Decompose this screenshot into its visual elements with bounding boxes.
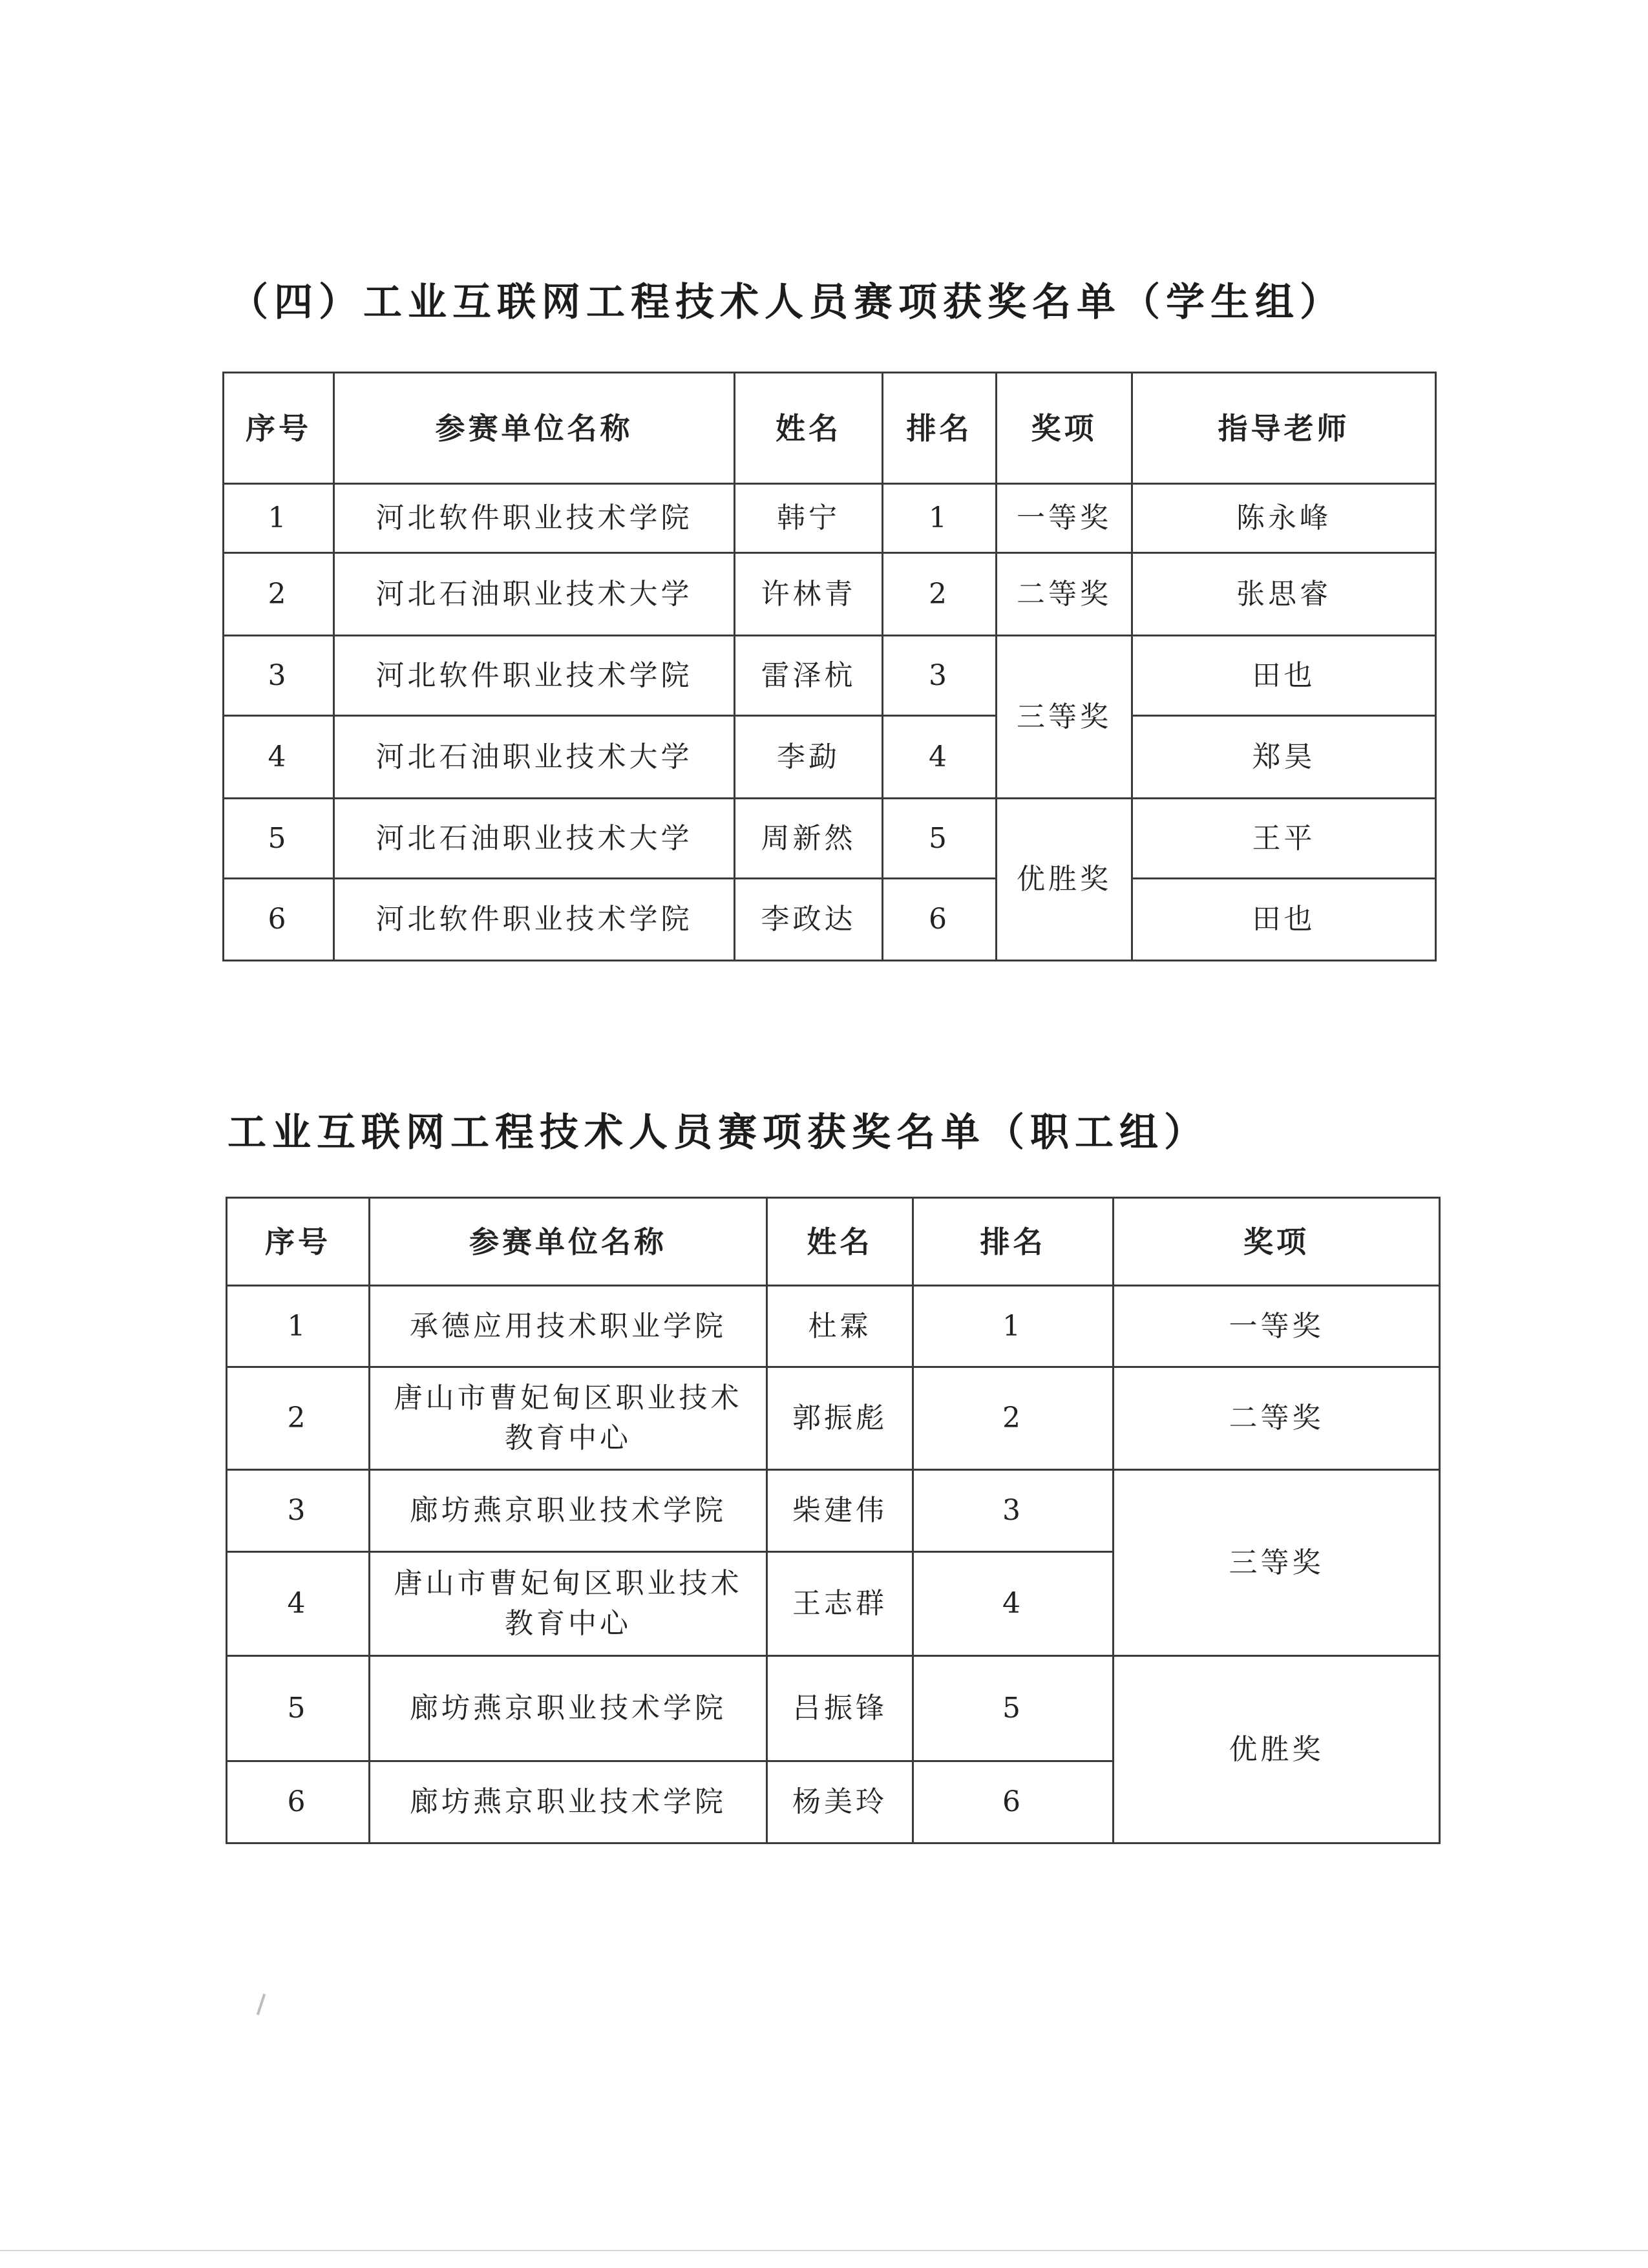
cell-no: 4	[227, 1552, 370, 1656]
scan-edge-line	[0, 2250, 1648, 2251]
cell-unit-line: 承德应用技术职业学院	[410, 1309, 726, 1343]
header-no: 序号	[227, 1198, 370, 1286]
cell-teacher: 田也	[1132, 636, 1436, 716]
header-rank: 排名	[913, 1198, 1114, 1286]
cell-award: 二等奖	[1114, 1367, 1440, 1470]
table-header-row	[227, 1198, 1440, 1286]
table-row	[224, 716, 1436, 799]
cell-rank: 1	[883, 484, 997, 553]
cell-no: 1	[224, 484, 334, 553]
cell-name: 韩宁	[735, 484, 883, 553]
cell-unit-line: 唐山市曹妃甸区职业技术	[394, 1381, 743, 1414]
cell-rank: 2	[913, 1367, 1114, 1470]
cell-unit-line: 教育中心	[505, 1422, 631, 1454]
cell-name: 李政达	[735, 879, 883, 961]
cell-name: 周新然	[735, 799, 883, 879]
cell-name: 雷泽杭	[735, 636, 883, 716]
table-row	[227, 1470, 1440, 1552]
cell-unit	[370, 1470, 767, 1552]
table-row	[227, 1286, 1440, 1367]
cell-award-merged: 优胜奖	[1114, 1656, 1440, 1843]
cell-teacher: 王平	[1132, 799, 1436, 879]
scan-artifact	[257, 1993, 266, 2015]
cell-teacher: 田也	[1132, 879, 1436, 961]
cell-no: 6	[224, 879, 334, 961]
table-row	[224, 879, 1436, 961]
table-row	[224, 636, 1436, 716]
cell-no: 1	[227, 1286, 370, 1367]
cell-name: 郭振彪	[767, 1367, 913, 1470]
cell-award-merged: 三等奖	[1114, 1470, 1440, 1656]
cell-no: 5	[227, 1656, 370, 1761]
cell-rank: 4	[913, 1552, 1114, 1656]
student-award-table	[222, 372, 1437, 961]
table-header-row	[224, 373, 1436, 484]
cell-teacher: 郑昊	[1132, 716, 1436, 799]
cell-award: 一等奖	[997, 484, 1132, 553]
cell-unit-line: 廊坊燕京职业技术学院	[410, 1494, 726, 1527]
cell-unit: 河北石油职业技术大学	[334, 799, 735, 879]
cell-no: 5	[224, 799, 334, 879]
cell-no: 4	[224, 716, 334, 799]
cell-unit	[370, 1761, 767, 1843]
cell-unit-line: 教育中心	[505, 1607, 631, 1640]
header-name: 姓名	[767, 1198, 913, 1286]
cell-unit: 河北石油职业技术大学	[334, 553, 735, 636]
cell-award: 一等奖	[1114, 1286, 1440, 1367]
header-award: 奖项	[997, 373, 1132, 484]
header-unit: 参赛单位名称	[370, 1198, 767, 1286]
cell-name: 杨美玲	[767, 1761, 913, 1843]
cell-award-merged: 优胜奖	[997, 799, 1132, 961]
header-name: 姓名	[735, 373, 883, 484]
cell-name: 杜霖	[767, 1286, 913, 1367]
cell-teacher: 张思睿	[1132, 553, 1436, 636]
cell-name: 王志群	[767, 1552, 913, 1656]
cell-no: 2	[224, 553, 334, 636]
cell-unit: 河北石油职业技术大学	[334, 716, 735, 799]
cell-unit: 河北软件职业技术学院	[334, 636, 735, 716]
cell-unit	[370, 1286, 767, 1367]
cell-rank: 3	[883, 636, 997, 716]
cell-unit	[370, 1552, 767, 1656]
cell-unit-line: 廊坊燕京职业技术学院	[410, 1785, 726, 1818]
cell-unit-line: 廊坊燕京职业技术学院	[410, 1692, 726, 1725]
cell-name: 柴建伟	[767, 1470, 913, 1552]
table-row	[227, 1367, 1440, 1470]
cell-unit: 河北软件职业技术学院	[334, 484, 735, 553]
header-award: 奖项	[1114, 1198, 1440, 1286]
cell-rank: 3	[913, 1470, 1114, 1552]
section2-title: 工业互联网工程技术人员赛项获奖名单（职工组）	[227, 1110, 1209, 1155]
cell-name: 吕振锋	[767, 1656, 913, 1761]
table-row	[227, 1656, 1440, 1761]
cell-unit: 河北软件职业技术学院	[334, 879, 735, 961]
staff-award-table	[226, 1197, 1441, 1844]
table-row	[224, 799, 1436, 879]
cell-no: 6	[227, 1761, 370, 1843]
header-no: 序号	[224, 373, 334, 484]
cell-name: 许林青	[735, 553, 883, 636]
section1-title: （四）工业互联网工程技术人员赛项获奖名单（学生组）	[229, 280, 1344, 325]
cell-teacher: 陈永峰	[1132, 484, 1436, 553]
header-teacher: 指导老师	[1132, 373, 1436, 484]
header-rank: 排名	[883, 373, 997, 484]
header-unit: 参赛单位名称	[334, 373, 735, 484]
cell-no: 3	[224, 636, 334, 716]
cell-name: 李勐	[735, 716, 883, 799]
cell-rank: 1	[913, 1286, 1114, 1367]
cell-rank: 5	[883, 799, 997, 879]
cell-no: 3	[227, 1470, 370, 1552]
cell-unit	[370, 1656, 767, 1761]
cell-award-merged: 三等奖	[997, 636, 1132, 799]
cell-unit	[370, 1367, 767, 1470]
cell-unit-line: 唐山市曹妃甸区职业技术	[394, 1567, 743, 1600]
cell-award: 二等奖	[997, 553, 1132, 636]
cell-rank: 5	[913, 1656, 1114, 1761]
table-row	[224, 553, 1436, 636]
cell-rank: 6	[883, 879, 997, 961]
cell-no: 2	[227, 1367, 370, 1470]
cell-rank: 4	[883, 716, 997, 799]
cell-rank: 6	[913, 1761, 1114, 1843]
table-row	[224, 484, 1436, 553]
cell-rank: 2	[883, 553, 997, 636]
